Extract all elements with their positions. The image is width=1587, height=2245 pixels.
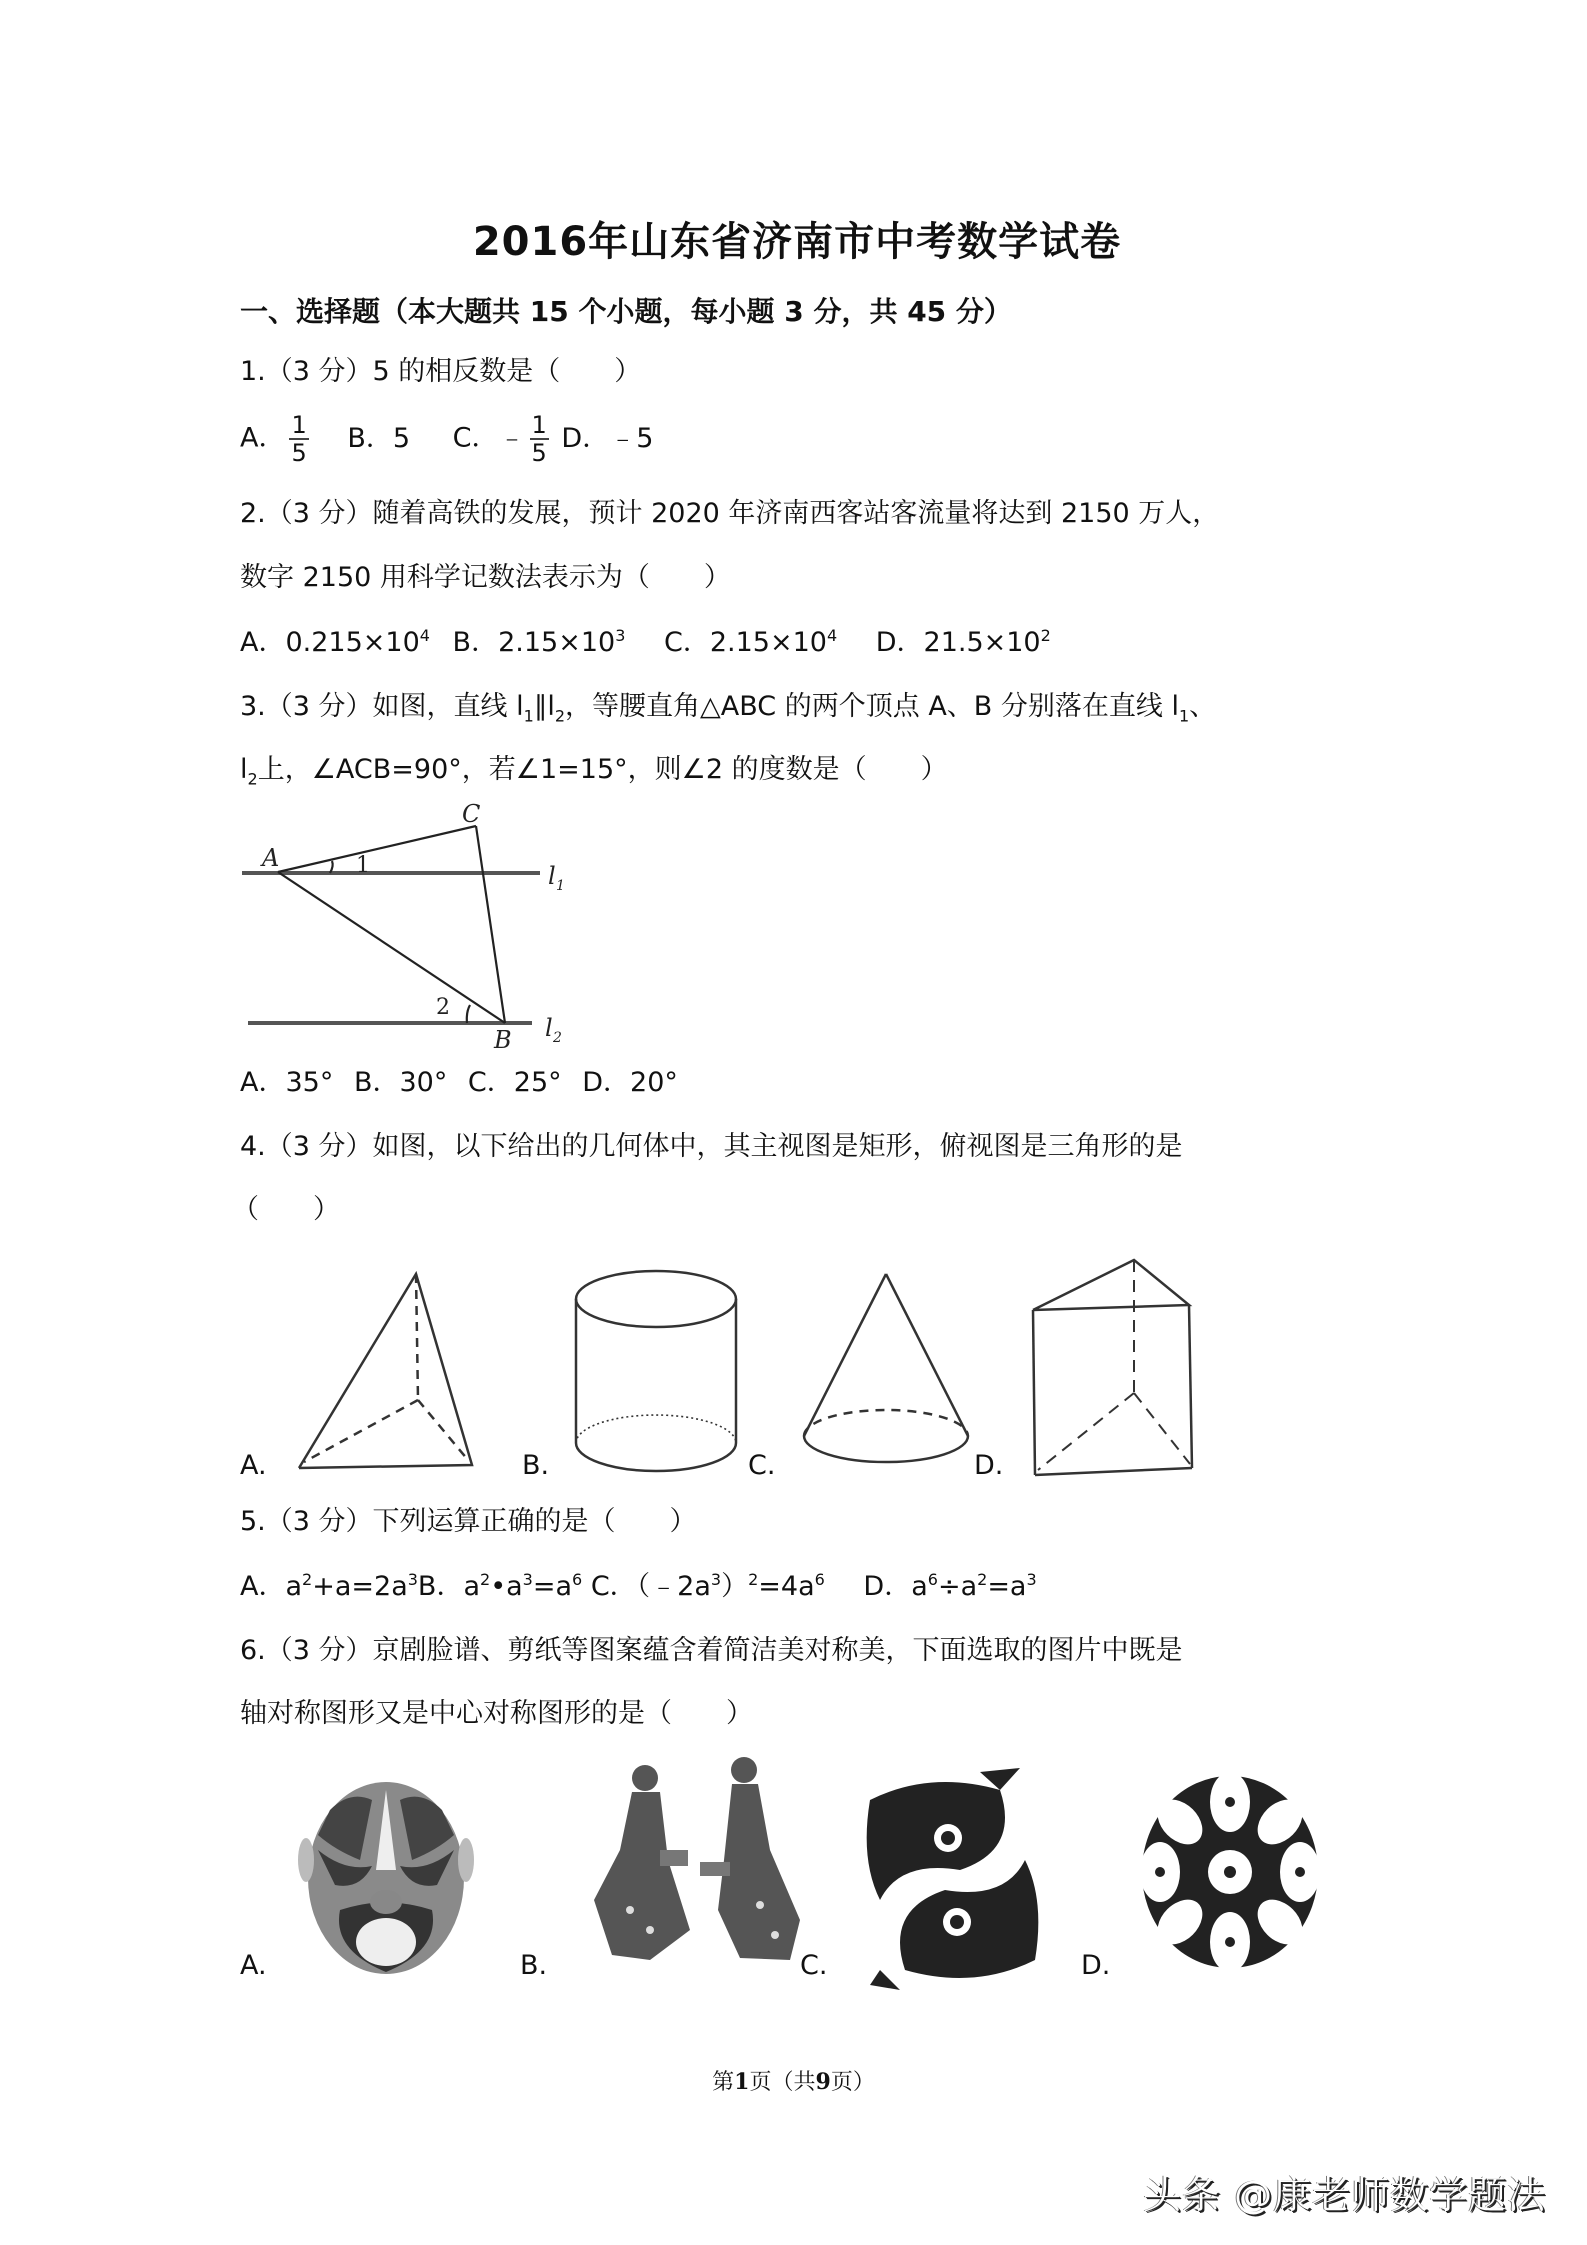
page-number xyxy=(0,2065,1587,2096)
question-number: 3. xyxy=(240,691,266,722)
question-text: 5 的相反数是（ ） xyxy=(372,356,642,387)
question-number: 5. xyxy=(240,1506,266,1537)
subscript: 1 xyxy=(1178,706,1190,726)
angle-2-label: 2 xyxy=(436,995,450,1020)
exponent: 2 xyxy=(748,1570,759,1589)
option-label: B． xyxy=(353,1067,400,1098)
question-score: （3 分） xyxy=(265,356,373,387)
exponent: 3 xyxy=(1026,1570,1037,1589)
option-value: ﹣5 xyxy=(609,422,654,454)
option-value: 21.5×10 xyxy=(923,627,1041,658)
exponent: 6 xyxy=(814,1570,825,1589)
exponent: 3 xyxy=(710,1570,722,1589)
exponent: 2 xyxy=(302,1570,313,1589)
paper-cut-rosette-icon xyxy=(1140,1772,1320,1972)
paper-cut-fish-icon xyxy=(867,1768,1039,1990)
option-label: B． xyxy=(452,627,499,658)
option-label: D． xyxy=(875,627,924,658)
page-title: 2016年山东省济南市中考数学试卷 xyxy=(472,219,1122,265)
option-label: C． xyxy=(467,1067,514,1098)
label-c: C xyxy=(462,800,481,828)
numerator: 1 xyxy=(531,411,547,439)
label-a: A xyxy=(262,844,280,872)
option-value: 35° xyxy=(285,1067,334,1098)
option-value: 2.15×10 xyxy=(709,627,827,658)
footer-text: 第 xyxy=(712,2070,735,2095)
question-score: （3 分） xyxy=(265,1506,373,1537)
term: =a xyxy=(532,1571,573,1602)
option-label: A． xyxy=(240,1571,286,1602)
subscript: 2 xyxy=(554,706,566,726)
question-score: （3 分） xyxy=(265,691,373,722)
exponent: 4 xyxy=(826,626,838,645)
question-number: 6. xyxy=(240,1635,266,1666)
option-a-label: A. xyxy=(240,1450,267,1481)
option-c-label: C. xyxy=(800,1950,828,1981)
label-l1: l xyxy=(548,862,556,890)
exponent: 3 xyxy=(522,1570,533,1589)
option-label: C． xyxy=(663,627,710,658)
option-c-label: C. xyxy=(748,1450,776,1481)
option-label: B． xyxy=(347,422,393,454)
term: a xyxy=(911,1571,928,1602)
exponent: 2 xyxy=(1040,626,1051,645)
term: a xyxy=(285,1571,303,1602)
option-label: A． xyxy=(240,627,286,658)
term: ） xyxy=(721,1571,749,1602)
question-text: 如图，以下给出的几何体中，其主视图是矩形，俯视图是三角形的是 xyxy=(372,1131,1183,1162)
option-b-label: B. xyxy=(520,1950,548,1981)
denominator: 5 xyxy=(291,439,307,467)
option-value: 0.215×10 xyxy=(285,627,420,658)
numerator: 1 xyxy=(291,411,307,439)
question-2-line2: 数字 2150 用科学记数法表示为（ ） xyxy=(240,562,731,593)
question-number: 4. xyxy=(240,1131,266,1162)
answer-blank: （ ） xyxy=(232,1194,340,1225)
option-label: D． xyxy=(561,422,610,454)
footer-text: 页） xyxy=(830,2070,875,2095)
denominator: 5 xyxy=(531,439,547,467)
term: ÷a xyxy=(937,1571,978,1602)
exponent: 3 xyxy=(615,626,626,645)
option-label: C． xyxy=(590,1571,637,1602)
option-label: A． xyxy=(240,1067,286,1098)
label-l2: l xyxy=(545,1014,553,1042)
minus-sign: ﹣ xyxy=(498,422,526,454)
watermark: 头条 @康老师数学题法 xyxy=(1143,2173,1547,2217)
option-a-label: A. xyxy=(240,1950,267,1981)
text: l xyxy=(240,754,248,785)
current-page: 1 xyxy=(734,2069,750,2095)
option-b-label: B. xyxy=(522,1450,550,1481)
exponent: 6 xyxy=(927,1570,938,1589)
exponent: 6 xyxy=(572,1570,583,1589)
question-number: 2. xyxy=(240,498,266,529)
subscript: 2 xyxy=(247,769,258,789)
option-value: 5 xyxy=(392,422,411,454)
term: （﹣2a xyxy=(636,1571,711,1602)
text: ，等腰直角△ABC 的两个顶点 A、B 分别落在直线 l xyxy=(565,691,1179,722)
option-d-label: D. xyxy=(974,1450,1004,1481)
option-value: 2.15×10 xyxy=(498,627,616,658)
option-label: A． xyxy=(240,422,286,454)
term: =4a xyxy=(758,1571,815,1602)
text: ∥l xyxy=(533,691,555,722)
exponent: 3 xyxy=(407,1570,418,1589)
question-score: （3 分） xyxy=(265,498,373,529)
exponent: 2 xyxy=(977,1570,988,1589)
term: +a=2a xyxy=(312,1571,408,1602)
question-text: 京剧脸谱、剪纸等图案蕴含着简洁美对称美，下面选取的图片中既是 xyxy=(372,1635,1183,1666)
text: 上，∠ACB=90°，若∠1=15°，则∠2 的度数是（ ） xyxy=(257,754,948,785)
peking-opera-mask-icon xyxy=(298,1782,474,1974)
question-6-line2: 轴对称图形又是中心对称图形的是（ ） xyxy=(240,1698,753,1729)
option-label: D． xyxy=(863,1571,912,1602)
option-label: B． xyxy=(417,1571,464,1602)
option-value: 20° xyxy=(630,1067,678,1098)
exponent: 2 xyxy=(480,1570,491,1589)
option-label: C． xyxy=(452,422,499,454)
option-value: 25° xyxy=(513,1067,562,1098)
paper-cut-figures-icon xyxy=(594,1757,800,1960)
angle-1-label: 1 xyxy=(356,853,370,878)
question-text: 下列运算正确的是（ ） xyxy=(372,1506,697,1537)
question-score: （3 分） xyxy=(265,1131,373,1162)
label-b: B xyxy=(494,1026,512,1054)
term: a xyxy=(463,1571,480,1602)
question-number: 1. xyxy=(240,356,266,387)
total-pages: 9 xyxy=(815,2069,831,2095)
subscript: 1 xyxy=(523,706,534,726)
term: =a xyxy=(987,1571,1027,1602)
question-text: 随着高铁的发展，预计 2020 年济南西客站客流量将达到 2150 万人， xyxy=(372,498,1220,529)
option-label: D． xyxy=(582,1067,631,1098)
option-d-label: D. xyxy=(1081,1950,1111,1981)
exponent: 4 xyxy=(419,626,430,645)
question-score: （3 分） xyxy=(265,1635,373,1666)
text: 如图，直线 l xyxy=(372,691,524,722)
text: 、 xyxy=(1189,691,1217,722)
label-l2-sub: 2 xyxy=(553,1030,562,1046)
footer-text: 页（共 xyxy=(749,2070,816,2095)
term: •a xyxy=(490,1571,523,1602)
option-value: 30° xyxy=(399,1067,448,1098)
label-l1-sub: 1 xyxy=(556,878,565,894)
section-heading: 一、选择题（本大题共 15 个小题，每小题 3 分，共 45 分） xyxy=(240,295,1012,328)
